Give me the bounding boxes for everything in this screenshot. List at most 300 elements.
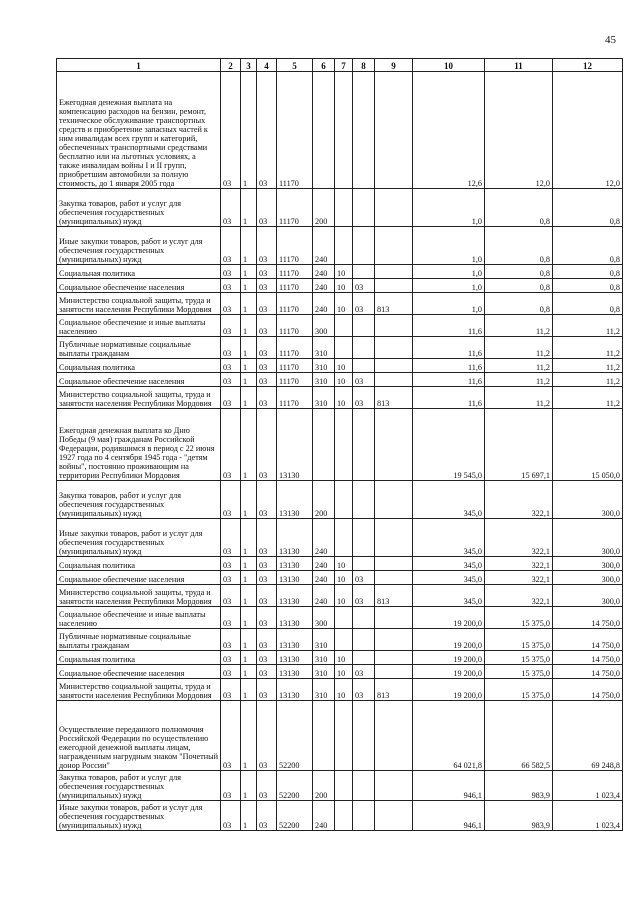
amount-cell: 15 375,0 [485, 679, 553, 701]
column-header: 11 [485, 59, 553, 72]
amount-cell: 983,9 [485, 771, 553, 801]
table-row [57, 293, 623, 315]
code-cell: 03 [221, 293, 241, 315]
amount-cell: 11,6 [413, 359, 485, 373]
amount-cell: 19 200,0 [413, 651, 485, 665]
row-description: Социальная политика [57, 265, 221, 279]
code-cell [353, 701, 375, 771]
code-cell: 03 [257, 701, 277, 771]
code-cell: 10 [335, 373, 353, 387]
row-description: Министерство социальной защиты, труда и занятости населения Республики Мордовия [57, 387, 221, 409]
code-cell: 03 [221, 679, 241, 701]
table-row [57, 189, 623, 227]
code-cell: 03 [257, 665, 277, 679]
code-cell [375, 265, 413, 279]
table-row [57, 519, 623, 557]
code-cell [335, 701, 353, 771]
code-cell: 240 [313, 519, 335, 557]
code-cell: 310 [313, 373, 335, 387]
code-cell: 03 [257, 801, 277, 831]
code-cell [313, 701, 335, 771]
code-cell [335, 771, 353, 801]
amount-cell: 300,0 [553, 585, 623, 607]
code-cell: 11170 [277, 359, 313, 373]
code-cell: 03 [257, 629, 277, 651]
code-cell: 300 [313, 315, 335, 337]
code-cell: 1 [241, 315, 257, 337]
code-cell: 1 [241, 293, 257, 315]
code-cell: 240 [313, 571, 335, 585]
amount-cell: 322,1 [485, 519, 553, 557]
amount-cell: 345,0 [413, 519, 485, 557]
amount-cell: 11,2 [553, 315, 623, 337]
amount-cell: 11,2 [553, 337, 623, 359]
code-cell: 1 [241, 665, 257, 679]
amount-cell: 15 375,0 [485, 607, 553, 629]
code-cell: 03 [257, 359, 277, 373]
code-cell: 310 [313, 665, 335, 679]
amount-cell: 1,0 [413, 265, 485, 279]
amount-cell: 1,0 [413, 279, 485, 293]
row-description: Социальное обеспечение населения [57, 571, 221, 585]
amount-cell: 1,0 [413, 293, 485, 315]
code-cell [375, 315, 413, 337]
amount-cell: 1 023,4 [553, 801, 623, 831]
code-cell: 813 [375, 293, 413, 315]
table-row [57, 771, 623, 801]
amount-cell: 15 697,1 [485, 409, 553, 481]
code-cell: 200 [313, 771, 335, 801]
code-cell: 11170 [277, 227, 313, 265]
code-cell: 13130 [277, 519, 313, 557]
table-body [57, 72, 623, 831]
code-cell: 240 [313, 265, 335, 279]
amount-cell: 11,2 [485, 315, 553, 337]
code-cell [313, 72, 335, 189]
table-row [57, 651, 623, 665]
code-cell: 10 [335, 279, 353, 293]
code-cell [375, 557, 413, 571]
code-cell: 03 [221, 557, 241, 571]
code-cell: 1 [241, 679, 257, 701]
code-cell [375, 409, 413, 481]
table-row [57, 315, 623, 337]
code-cell: 03 [221, 387, 241, 409]
amount-cell: 946,1 [413, 771, 485, 801]
code-cell: 03 [221, 189, 241, 227]
code-cell: 240 [313, 227, 335, 265]
code-cell [335, 481, 353, 519]
amount-cell: 11,2 [553, 387, 623, 409]
amount-cell: 1,0 [413, 227, 485, 265]
amount-cell: 11,2 [485, 359, 553, 373]
code-cell: 10 [335, 585, 353, 607]
code-cell: 03 [257, 519, 277, 557]
amount-cell: 300,0 [553, 519, 623, 557]
code-cell [353, 557, 375, 571]
code-cell: 03 [257, 337, 277, 359]
code-cell [375, 227, 413, 265]
table-row [57, 227, 623, 265]
row-description: Социальная политика [57, 651, 221, 665]
table-row [57, 279, 623, 293]
code-cell: 310 [313, 337, 335, 359]
code-cell [353, 607, 375, 629]
table-row [57, 629, 623, 651]
amount-cell: 11,2 [485, 373, 553, 387]
amount-cell: 11,2 [553, 359, 623, 373]
code-cell: 310 [313, 387, 335, 409]
code-cell: 200 [313, 481, 335, 519]
column-header: 2 [221, 59, 241, 72]
amount-cell: 0,8 [485, 293, 553, 315]
amount-cell: 14 750,0 [553, 665, 623, 679]
code-cell: 1 [241, 801, 257, 831]
code-cell: 11170 [277, 189, 313, 227]
amount-cell: 14 750,0 [553, 607, 623, 629]
amount-cell: 11,2 [485, 337, 553, 359]
code-cell: 03 [221, 409, 241, 481]
table-row [57, 72, 623, 189]
code-cell: 11170 [277, 279, 313, 293]
amount-cell: 0,8 [553, 293, 623, 315]
code-cell: 03 [353, 665, 375, 679]
code-cell: 03 [221, 481, 241, 519]
page-number: 45 [605, 34, 616, 46]
code-cell: 1 [241, 771, 257, 801]
code-cell [335, 227, 353, 265]
code-cell: 03 [353, 373, 375, 387]
code-cell: 03 [221, 373, 241, 387]
code-cell: 13130 [277, 585, 313, 607]
code-cell: 10 [335, 557, 353, 571]
amount-cell: 0,8 [553, 227, 623, 265]
code-cell [375, 72, 413, 189]
code-cell [353, 227, 375, 265]
amount-cell: 11,2 [553, 373, 623, 387]
amount-cell: 300,0 [553, 571, 623, 585]
code-cell: 03 [257, 585, 277, 607]
amount-cell: 19 200,0 [413, 679, 485, 701]
amount-cell: 0,8 [485, 227, 553, 265]
table-row [57, 801, 623, 831]
code-cell: 03 [221, 265, 241, 279]
table-row [57, 359, 623, 373]
code-cell: 03 [221, 651, 241, 665]
table-row [57, 373, 623, 387]
amount-cell: 0,8 [485, 189, 553, 227]
code-cell: 240 [313, 279, 335, 293]
amount-cell: 15 375,0 [485, 665, 553, 679]
code-cell [335, 519, 353, 557]
code-cell: 03 [257, 265, 277, 279]
amount-cell: 300,0 [553, 481, 623, 519]
row-description: Закупка товаров, работ и услуг для обеспечения государственных (муниципальных) нужд [57, 189, 221, 227]
code-cell: 13130 [277, 571, 313, 585]
code-cell: 13130 [277, 679, 313, 701]
amount-cell: 345,0 [413, 585, 485, 607]
row-description: Социальное обеспечение населения [57, 665, 221, 679]
code-cell: 13130 [277, 481, 313, 519]
amount-cell: 345,0 [413, 481, 485, 519]
code-cell: 03 [257, 72, 277, 189]
code-cell [353, 771, 375, 801]
code-cell [335, 409, 353, 481]
code-cell: 03 [257, 279, 277, 293]
amount-cell: 11,6 [413, 337, 485, 359]
code-cell: 10 [335, 665, 353, 679]
code-cell: 310 [313, 679, 335, 701]
code-cell [375, 337, 413, 359]
code-cell: 1 [241, 701, 257, 771]
code-cell: 240 [313, 585, 335, 607]
code-cell: 813 [375, 585, 413, 607]
row-description: Публичные нормативные социальные выплаты гражданам [57, 629, 221, 651]
column-header: 8 [353, 59, 375, 72]
code-cell [353, 629, 375, 651]
row-description: Публичные нормативные социальные выплаты гражданам [57, 337, 221, 359]
code-cell: 200 [313, 189, 335, 227]
code-cell: 10 [335, 387, 353, 409]
code-cell [375, 607, 413, 629]
column-header: 7 [335, 59, 353, 72]
amount-cell: 14 750,0 [553, 679, 623, 701]
code-cell [353, 359, 375, 373]
code-cell [335, 607, 353, 629]
code-cell: 1 [241, 629, 257, 651]
code-cell [375, 571, 413, 585]
code-cell: 03 [257, 571, 277, 585]
row-description: Социальное обеспечение и иные выплаты населению [57, 315, 221, 337]
code-cell: 10 [335, 293, 353, 315]
code-cell: 03 [353, 387, 375, 409]
code-cell: 300 [313, 607, 335, 629]
row-description: Ежегодная денежная выплата на компенсацию расходов на бензин, ремонт, техническое обслуживание транспортных средств и приобретение запасных частей к ним инвалидам всех групп и категорий, обеспеченных транспортными средствами бесплатно или на льготных условиях, а также инвалидам войны I и II групп, приобретшим автомобили за полную стоимость, до 1 января 2005 года [57, 72, 221, 189]
code-cell: 1 [241, 387, 257, 409]
row-description: Социальное обеспечение населения [57, 279, 221, 293]
code-cell: 03 [221, 315, 241, 337]
code-cell [335, 189, 353, 227]
amount-cell: 1 023,4 [553, 771, 623, 801]
amount-cell: 15 050,0 [553, 409, 623, 481]
row-description: Осуществление переданного полномочия Российской Федерации по осуществлению ежегодной денежной выплаты лицам, награжденным нагрудным знаком "Почетный донор России" [57, 701, 221, 771]
column-header: 12 [553, 59, 623, 72]
code-cell: 310 [313, 629, 335, 651]
table-row [57, 701, 623, 771]
code-cell: 03 [257, 679, 277, 701]
column-header: 1 [57, 59, 221, 72]
code-cell: 03 [353, 585, 375, 607]
code-cell: 03 [353, 679, 375, 701]
column-header: 9 [375, 59, 413, 72]
code-cell: 1 [241, 585, 257, 607]
code-cell [335, 801, 353, 831]
amount-cell: 19 200,0 [413, 629, 485, 651]
code-cell: 03 [221, 279, 241, 293]
amount-cell: 11,6 [413, 315, 485, 337]
amount-cell: 322,1 [485, 481, 553, 519]
amount-cell: 300,0 [553, 557, 623, 571]
code-cell: 1 [241, 409, 257, 481]
code-cell: 03 [221, 227, 241, 265]
code-cell: 13130 [277, 607, 313, 629]
code-cell [375, 359, 413, 373]
code-cell: 310 [313, 359, 335, 373]
amount-cell: 322,1 [485, 585, 553, 607]
table-row [57, 481, 623, 519]
code-cell [375, 801, 413, 831]
code-cell: 03 [257, 373, 277, 387]
code-cell: 1 [241, 481, 257, 519]
code-cell: 1 [241, 651, 257, 665]
code-cell: 11170 [277, 373, 313, 387]
code-cell: 03 [353, 293, 375, 315]
amount-cell: 1,0 [413, 189, 485, 227]
code-cell: 03 [221, 72, 241, 189]
code-cell: 03 [221, 585, 241, 607]
code-cell [375, 771, 413, 801]
budget-table [56, 58, 623, 831]
amount-cell: 19 545,0 [413, 409, 485, 481]
code-cell: 03 [257, 481, 277, 519]
code-cell: 1 [241, 571, 257, 585]
row-description: Социальное обеспечение и иные выплаты населению [57, 607, 221, 629]
row-description: Министерство социальной защиты, труда и занятости населения Республики Мордовия [57, 585, 221, 607]
code-cell [353, 651, 375, 665]
code-cell: 10 [335, 679, 353, 701]
code-cell: 11170 [277, 265, 313, 279]
code-cell: 1 [241, 337, 257, 359]
code-cell: 03 [257, 189, 277, 227]
code-cell: 03 [221, 359, 241, 373]
code-cell: 240 [313, 557, 335, 571]
code-cell: 13130 [277, 557, 313, 571]
code-cell: 1 [241, 519, 257, 557]
row-description: Социальная политика [57, 557, 221, 571]
code-cell: 03 [257, 409, 277, 481]
row-description: Иные закупки товаров, работ и услуг для обеспечения государственных (муниципальных) нужд [57, 519, 221, 557]
code-cell [335, 315, 353, 337]
code-cell: 03 [221, 337, 241, 359]
code-cell: 1 [241, 607, 257, 629]
code-cell: 1 [241, 227, 257, 265]
code-cell: 03 [221, 801, 241, 831]
table-row [57, 387, 623, 409]
code-cell: 10 [335, 571, 353, 585]
code-cell [375, 373, 413, 387]
code-cell: 10 [335, 651, 353, 665]
row-description: Министерство социальной защиты, труда и занятости населения Республики Мордовия [57, 293, 221, 315]
code-cell [353, 315, 375, 337]
code-cell: 52200 [277, 701, 313, 771]
amount-cell: 14 750,0 [553, 651, 623, 665]
column-header: 5 [277, 59, 313, 72]
code-cell: 1 [241, 359, 257, 373]
code-cell: 13130 [277, 409, 313, 481]
amount-cell: 64 021,8 [413, 701, 485, 771]
amount-cell: 15 375,0 [485, 651, 553, 665]
code-cell: 1 [241, 72, 257, 189]
code-cell: 03 [257, 557, 277, 571]
code-cell: 13130 [277, 665, 313, 679]
column-header: 3 [241, 59, 257, 72]
column-header: 4 [257, 59, 277, 72]
code-cell: 813 [375, 387, 413, 409]
row-description: Ежегодная денежная выплата ко Дню Победы (9 мая) гражданам Российской Федерации, родившимся в период с 22 июня 1927 года по 4 сентября 1945 года - "детям войны", постоянно проживающим на территории Республики Мордовия [57, 409, 221, 481]
code-cell: 13130 [277, 629, 313, 651]
code-cell: 03 [221, 571, 241, 585]
amount-cell: 0,8 [553, 189, 623, 227]
code-cell [375, 189, 413, 227]
code-cell: 11170 [277, 293, 313, 315]
amount-cell: 12,0 [553, 72, 623, 189]
amount-cell: 15 375,0 [485, 629, 553, 651]
code-cell: 03 [221, 629, 241, 651]
code-cell [375, 279, 413, 293]
code-cell: 03 [257, 227, 277, 265]
code-cell [335, 629, 353, 651]
code-cell: 03 [353, 571, 375, 585]
code-cell [353, 337, 375, 359]
code-cell: 03 [257, 293, 277, 315]
code-cell [375, 481, 413, 519]
row-description: Социальное обеспечение населения [57, 373, 221, 387]
code-cell: 03 [353, 279, 375, 293]
code-cell: 11170 [277, 72, 313, 189]
column-header: 10 [413, 59, 485, 72]
code-cell: 240 [313, 293, 335, 315]
amount-cell: 946,1 [413, 801, 485, 831]
code-cell: 03 [257, 771, 277, 801]
amount-cell: 19 200,0 [413, 607, 485, 629]
code-cell: 52200 [277, 801, 313, 831]
code-cell: 03 [257, 607, 277, 629]
amount-cell: 983,9 [485, 801, 553, 831]
code-cell [375, 629, 413, 651]
code-cell [335, 72, 353, 189]
table-row [57, 409, 623, 481]
code-cell: 11170 [277, 387, 313, 409]
code-cell: 1 [241, 373, 257, 387]
amount-cell: 0,8 [553, 265, 623, 279]
code-cell: 310 [313, 651, 335, 665]
amount-cell: 322,1 [485, 571, 553, 585]
amount-cell: 66 582,5 [485, 701, 553, 771]
row-description: Закупка товаров, работ и услуг для обеспечения государственных (муниципальных) нужд [57, 481, 221, 519]
amount-cell: 11,6 [413, 373, 485, 387]
code-cell: 03 [221, 665, 241, 679]
code-cell [313, 409, 335, 481]
code-cell: 1 [241, 189, 257, 227]
table-row [57, 337, 623, 359]
table-row [57, 607, 623, 629]
code-cell: 03 [257, 315, 277, 337]
amount-cell: 12,6 [413, 72, 485, 189]
header-row [57, 59, 623, 72]
row-description: Закупка товаров, работ и услуг для обеспечения государственных (муниципальных) нужд [57, 771, 221, 801]
code-cell [375, 665, 413, 679]
amount-cell: 11,2 [485, 387, 553, 409]
amount-cell: 19 200,0 [413, 665, 485, 679]
code-cell: 13130 [277, 651, 313, 665]
code-cell: 1 [241, 557, 257, 571]
code-cell [335, 337, 353, 359]
amount-cell: 345,0 [413, 571, 485, 585]
table-row [57, 557, 623, 571]
amount-cell: 14 750,0 [553, 629, 623, 651]
code-cell: 813 [375, 679, 413, 701]
code-cell: 03 [257, 651, 277, 665]
